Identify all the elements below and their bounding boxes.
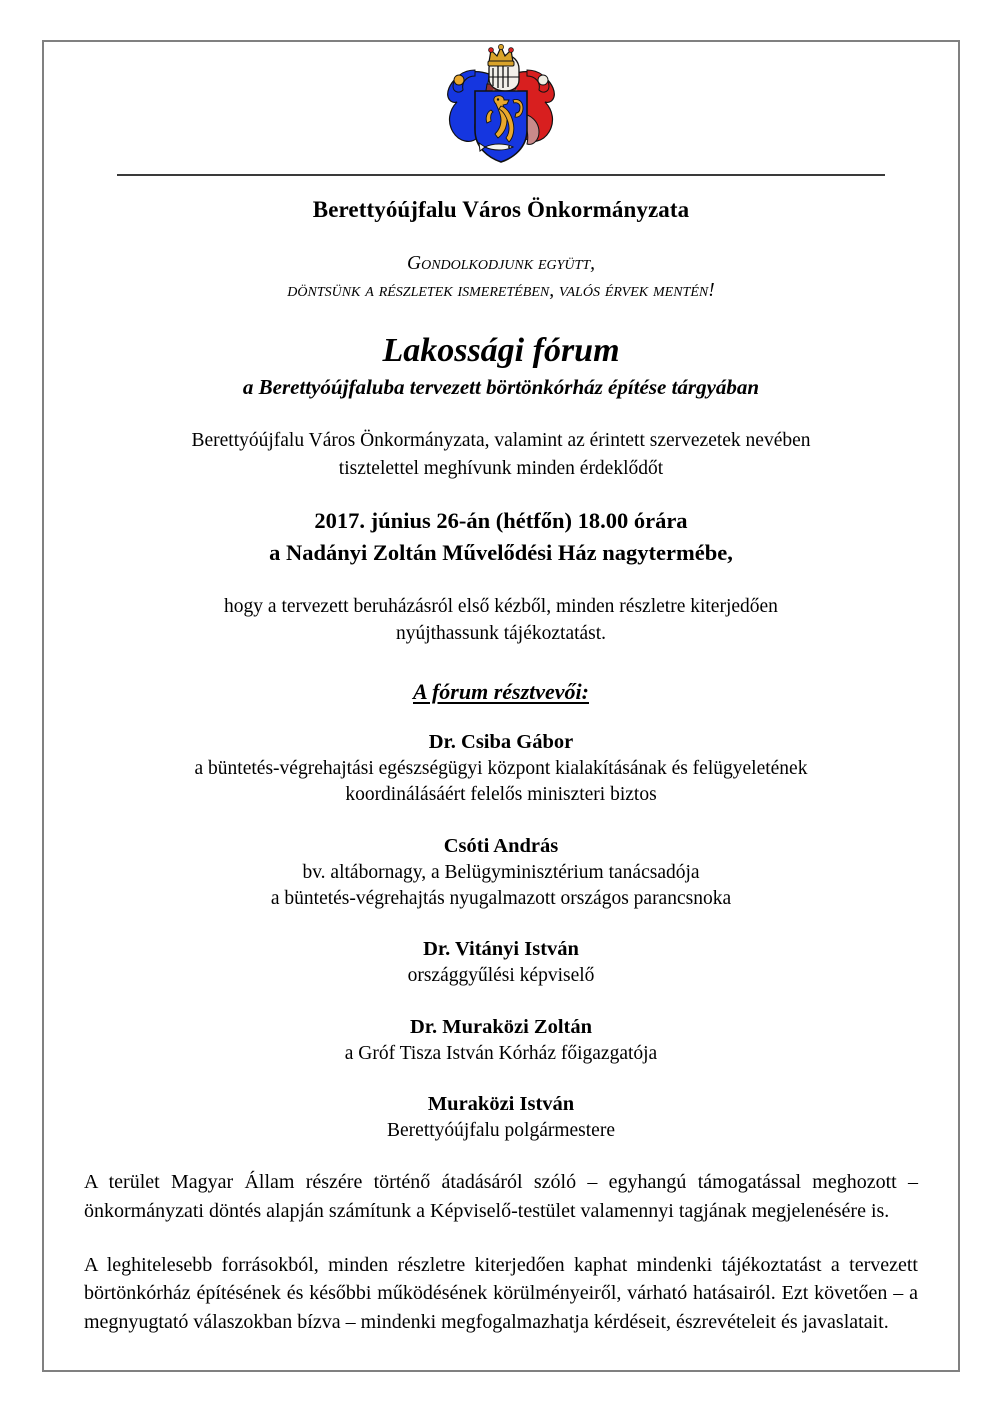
event-title: Lakossági fórum	[382, 331, 620, 369]
page-content	[44, 42, 958, 1370]
coat-of-arms-icon	[435, 44, 567, 164]
participant-name: Muraközi István	[427, 1092, 575, 1115]
participant-role: a büntetés-végrehajtás nyugalmazott országos parancsnoka	[270, 887, 732, 909]
event-venue: a Nadányi Zoltán Művelődési Ház nagytermébe,	[269, 539, 733, 565]
participant-item	[76, 936, 926, 989]
participant-role: koordinálásáért felelős miniszteri biztos	[345, 784, 657, 806]
participants-heading	[76, 679, 926, 705]
invitation-line-2: tisztelettel meghívunk minden érdeklődőt	[338, 457, 664, 479]
purpose-line-1: hogy a tervezett beruházásról első kézből, minden részletre kiterjedően	[224, 595, 778, 617]
participant-item	[76, 1091, 926, 1144]
participant-role: Berettyóújfalu polgármestere	[387, 1119, 615, 1141]
document-page	[42, 40, 960, 1372]
participant-name: Csóti András	[443, 834, 559, 857]
event-purpose	[76, 593, 926, 648]
purpose-line-2: nyújthassunk tájékoztatást.	[395, 623, 607, 645]
participant-item	[76, 833, 926, 913]
slogan-line-1: Gondolkodjunk együtt,	[407, 252, 595, 274]
event-datetime: 2017. június 26-án (hétfőn) 18.00 órára	[314, 507, 688, 533]
participant-role: a büntetés-végrehajtási egészségügyi központ kialakításának és felügyeletének	[194, 757, 808, 779]
slogan	[76, 250, 926, 305]
participant-item	[76, 729, 926, 809]
participant-name: Dr. Csiba Gábor	[428, 730, 574, 753]
event-subtitle: a Berettyóújfaluba tervezett börtönkórház építése tárgyában	[242, 375, 760, 400]
participant-name: Dr. Muraközi Zoltán	[409, 1015, 593, 1038]
participant-item	[76, 1014, 926, 1067]
header-divider	[117, 174, 885, 176]
invitation-line-1: Berettyóújfalu Város Önkormányzata, valamint az érintett szervezetek nevében	[191, 430, 811, 452]
closing-paragraph-1: A terület Magyar Állam részére történő átadásáról szóló – egyhangú támogatással meghozott – önkormányzati döntés alapján számítunk a Képviselő-testület valamennyi tagjának megjelenésére is.	[84, 1171, 918, 1222]
participant-name: Dr. Vitányi István	[423, 938, 579, 961]
event-details	[76, 505, 926, 569]
crest-container	[76, 42, 926, 166]
participant-role: bv. altábornagy, a Belügyminisztérium tanácsadója	[302, 861, 700, 883]
closing-paragraph-2: A leghitelesebb forrásokból, minden részletre kiterjedően kaphat mindenki tájékoztatást a tervezett börtönkórház építésének és későbbi működésének körülményeiről, várható hatásairól. Ezt követően – a megnyugtató válaszokban bízva – mindenki megfogalmazhatja kérdéseit, észrevételeit és javaslatait.	[84, 1254, 918, 1333]
invitation-text	[76, 427, 926, 482]
slogan-line-2: döntsünk a részletek ismeretében, valós érvek mentén!	[287, 280, 715, 302]
page-title: Berettyóújfalu Város Önkormányzata	[312, 197, 690, 222]
participant-role: országgyűlési képviselő	[407, 965, 595, 987]
participants-heading-text: A fórum résztvevői:	[413, 678, 589, 704]
participant-role: a Gróf Tisza István Kórház főigazgatója	[344, 1042, 658, 1064]
